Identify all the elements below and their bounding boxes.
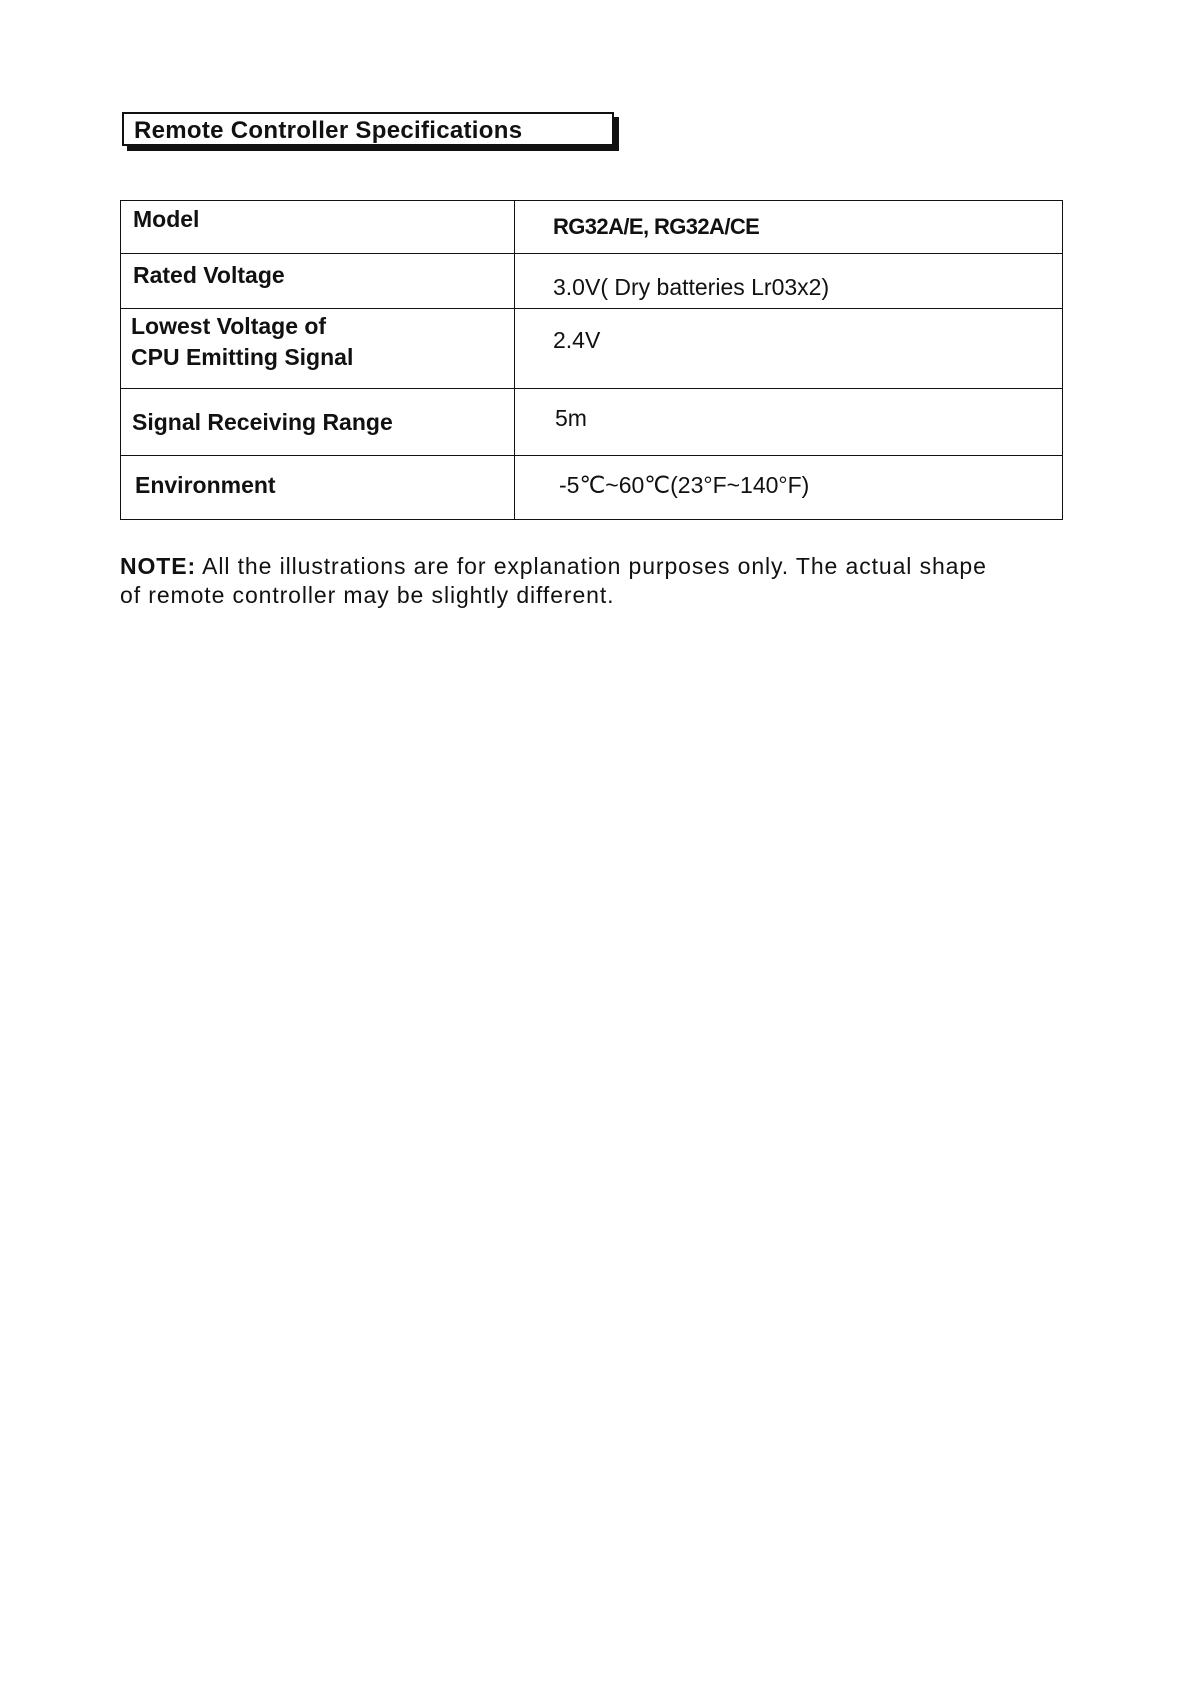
spec-label-line: Lowest Voltage of (131, 313, 327, 339)
spec-row-environment (121, 456, 1063, 520)
section-title-box (122, 112, 614, 146)
spec-label (121, 456, 515, 520)
spec-label-line: Environment (135, 472, 276, 498)
spec-label-line: Signal Receiving Range (132, 409, 393, 435)
note-paragraph (120, 552, 1080, 610)
spec-label (121, 201, 515, 254)
spec-label (121, 389, 515, 456)
spec-value: 3.0V( Dry batteries Lr03x2) (515, 254, 1063, 309)
spec-label-line: CPU Emitting Signal (131, 344, 354, 370)
note-text-line1: All the illustrations are for explanation purposes only. The actual shape (202, 553, 987, 579)
spec-label-line: Model (133, 206, 200, 232)
note-label: NOTE: (120, 553, 197, 579)
note-text-line2: of remote controller may be slightly different. (120, 582, 615, 608)
spec-row-lowest-voltage (121, 309, 1063, 389)
spec-value: RG32A/E, RG32A/CE (515, 201, 1063, 254)
spec-table (120, 200, 1063, 520)
spec-value: 5m (515, 389, 1063, 456)
spec-row-rated-voltage (121, 254, 1063, 309)
spec-label (121, 309, 515, 389)
spec-label-line: Rated Voltage (133, 262, 285, 288)
spec-value: 2.4V (515, 309, 1063, 389)
spec-row-model (121, 201, 1063, 254)
spec-value: -5℃~60℃(23°F~140°F) (515, 456, 1063, 520)
spec-row-signal-range (121, 389, 1063, 456)
spec-label (121, 254, 515, 309)
section-title: Remote Controller Specifications (134, 117, 523, 144)
